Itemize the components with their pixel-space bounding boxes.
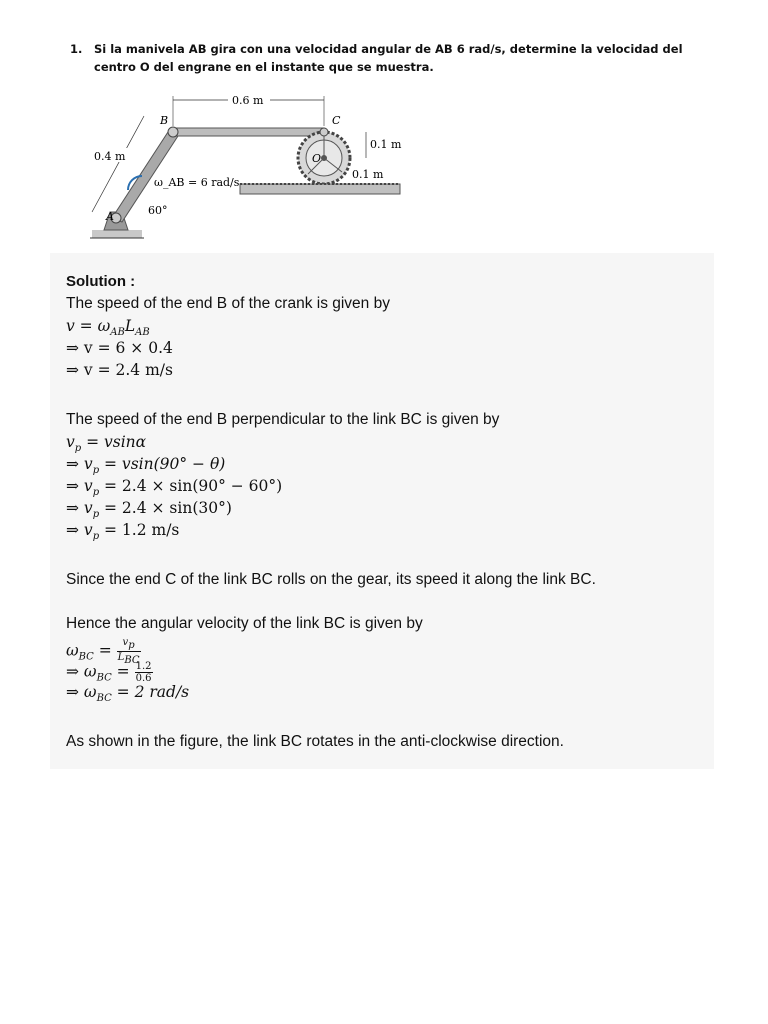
p4-eq1: $\omega_{BC}$ = $\frac{v_p}{L_{BC}}$ — [66, 637, 140, 666]
solution-box — [50, 253, 714, 769]
solution-title: Solution : — [66, 273, 136, 290]
link-bc — [172, 128, 324, 136]
p3-text: Since the end C of the link BC rolls on the gear, its speed it along the link BC. — [66, 571, 596, 588]
dim-ab-label: 0.4 m — [94, 150, 126, 163]
p2-eq3: ⇒ $v_p = 2.4 \times \sin(90^\circ - 60^\circ)$ — [66, 477, 283, 499]
label-o: O — [312, 152, 322, 165]
mechanism-figure — [80, 92, 420, 250]
rack — [240, 184, 400, 194]
p4-eq3: ⇒ $\omega_{BC} = 2$ rad/s — [66, 683, 190, 705]
dim-radius-label: 0.1 m — [370, 138, 402, 151]
p1-text: The speed of the end B of the crank is given by — [66, 295, 390, 312]
pin-b — [168, 127, 178, 137]
p2-eq1: $v_p = vsin\alpha$ — [66, 433, 147, 455]
question-number: 1. — [70, 42, 83, 56]
angle-label: 60° — [148, 204, 168, 217]
p2-eq5: ⇒ $v_p = 1.2$ m/s — [66, 521, 180, 543]
pin-c — [320, 128, 328, 136]
label-b: B — [160, 114, 169, 127]
p2-text: The speed of the end B perpendicular to the link BC is given by — [66, 411, 500, 428]
omega-label: ω_AB = 6 rad/s — [154, 176, 240, 189]
dim-bc-label: 0.6 m — [232, 94, 264, 107]
p4-eq2: ⇒ $\omega_{BC}$ = $\frac{1.2}{0.6}$ — [66, 661, 152, 684]
p2-eq4: ⇒ $v_p = 2.4 \times \sin(30^\circ)$ — [66, 499, 232, 521]
p4-text: Hence the angular velocity of the link BC is given by — [66, 615, 423, 632]
ground-a — [92, 230, 142, 238]
label-c: C — [332, 114, 341, 127]
p2-eq2: ⇒ $v_p = vsin(90^\circ - \theta)$ — [66, 455, 226, 477]
p1-eq2: ⇒ v = 6 × 0.4 — [66, 339, 173, 357]
p5-text: As shown in the figure, the link BC rotates in the anti-clockwise direction. — [66, 733, 564, 750]
p1-eq3: ⇒ v = 2.4 m/s — [66, 361, 173, 379]
question-text: Si la manivela AB gira con una velocidad angular de AB 6 rad/s, determine la velocidad del centro O del engrane en el instante que se muestra. — [94, 42, 683, 74]
p1-eq1: $v = \omega_{AB}L_{AB}$ — [66, 317, 150, 339]
label-a: A — [106, 210, 114, 223]
dim-radius2-label: 0.1 m — [352, 168, 384, 181]
